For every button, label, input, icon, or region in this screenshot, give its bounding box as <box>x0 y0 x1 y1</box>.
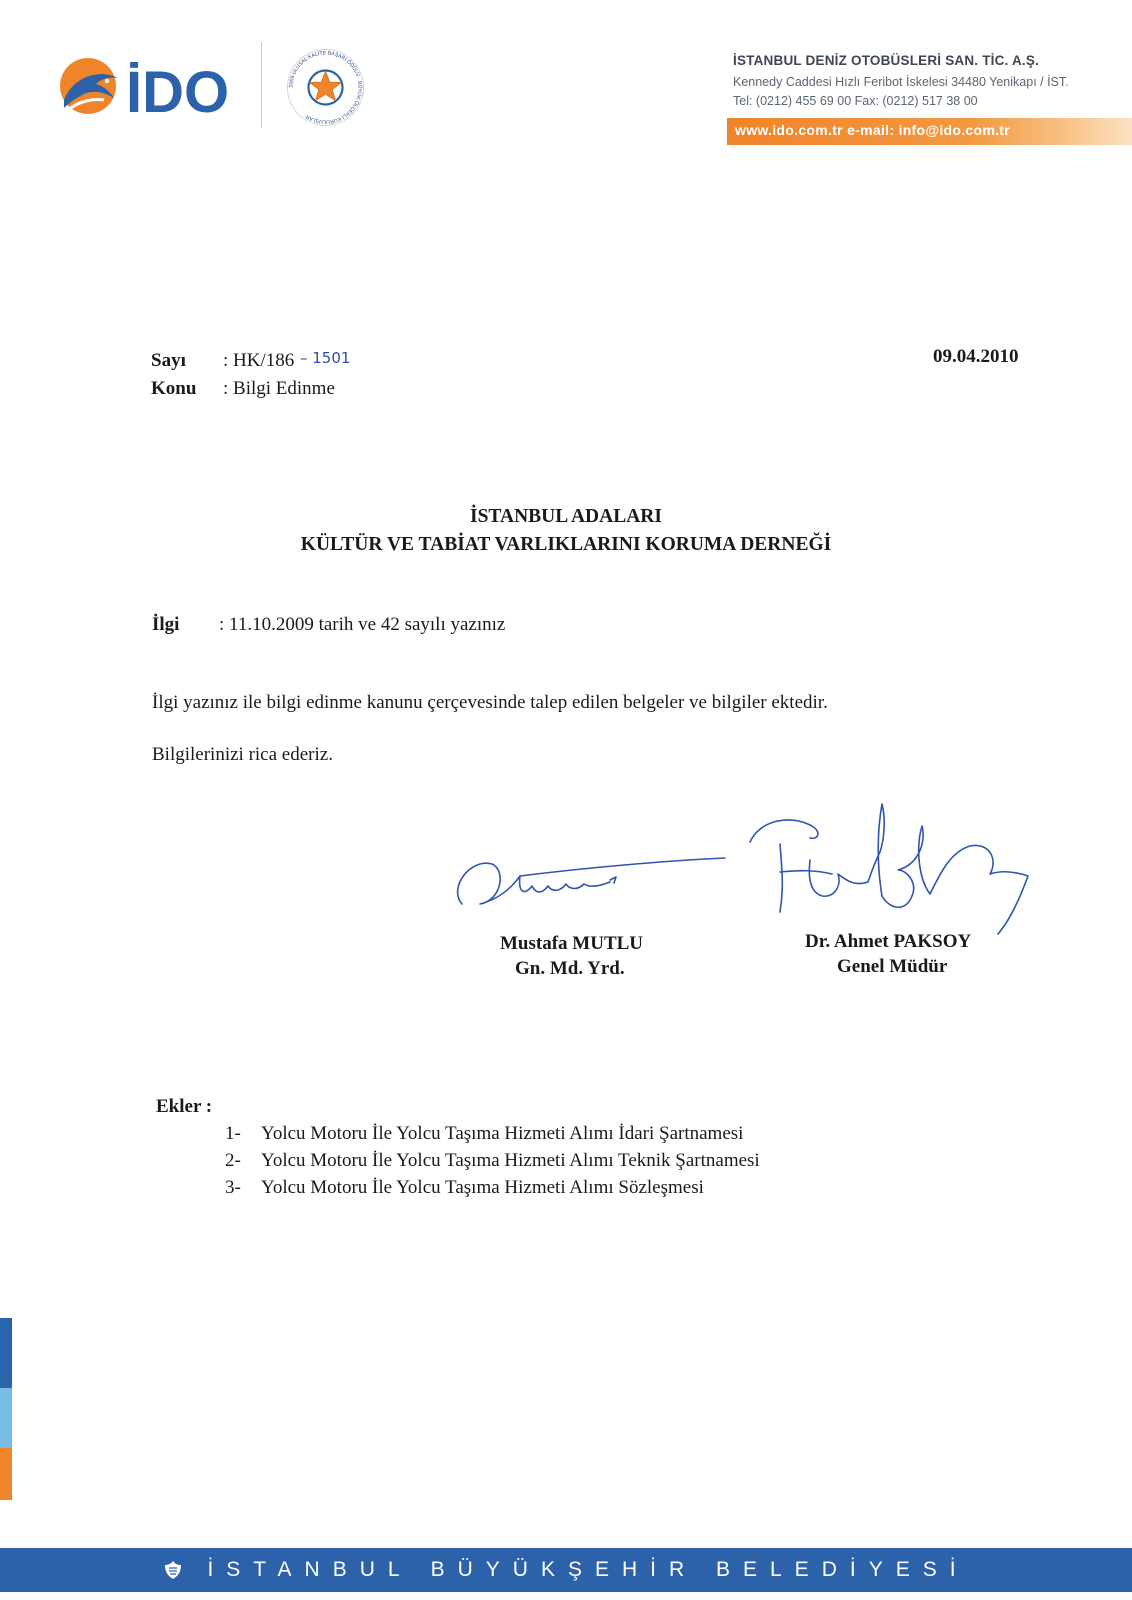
footer-text: İSTANBUL BÜYÜKŞEHİR BELEDİYESİ <box>207 1558 969 1581</box>
letter-date: 09.04.2010 <box>933 346 1019 367</box>
attachment-item <box>225 1174 760 1201</box>
side-stripe-lightblue <box>0 1388 12 1448</box>
attachments-list <box>225 1120 760 1201</box>
ref-value <box>223 350 294 372</box>
logo-text: İDO <box>126 60 230 125</box>
attachment-text: Yolcu Motoru İle Yolcu Taşıma Hizmeti Alımı Teknik Şartnamesi <box>261 1149 760 1171</box>
ilgi-value: : 11.10.2009 tarih ve 42 sayılı yazınız <box>219 614 506 635</box>
ido-logo-icon <box>58 50 233 125</box>
attachment-item <box>225 1120 760 1147</box>
web-banner <box>727 118 1132 145</box>
subject-value: : Bilgi Edinme <box>223 378 335 399</box>
attachment-number: 2- <box>225 1149 241 1171</box>
signer-1-title: Gn. Md. Yrd. <box>515 958 625 979</box>
logo-divider <box>261 42 262 128</box>
company-address: Kennedy Caddesi Hızlı Feribot İskelesi 34480 Yenikapı / İST. <box>733 75 1069 89</box>
attachment-text: Yolcu Motoru İle Yolcu Taşıma Hizmeti Alımı Sözleşmesi <box>261 1176 704 1198</box>
body-paragraph-1: İlgi yazınız ile bilgi edinme kanunu çerçevesinde talep edilen belgeler ve bilgiler ektedir. <box>152 692 828 713</box>
attachment-item <box>225 1147 760 1174</box>
company-name: İSTANBUL DENİZ OTOBÜSLERİ SAN. TİC. A.Ş. <box>733 53 1040 68</box>
svg-text:2009 ULUSAL KALİTE BAŞARI ÖDÜL: 2009 ULUSAL KALİTE BAŞARI ÖDÜLÜ · BÜYÜK ÖLÇEKLİ KURULUŞLAR <box>288 50 363 125</box>
ref-label: Sayı <box>151 350 186 371</box>
attachment-number: 1- <box>225 1122 241 1144</box>
signer-2-name: Dr. Ahmet PAKSOY <box>805 931 972 952</box>
recipient-line-1: İSTANBUL ADALARI <box>470 506 662 527</box>
ref-number: : HK/186 <box>223 350 295 371</box>
side-stripe-blue <box>0 1318 12 1388</box>
quality-award-seal-icon <box>283 45 368 130</box>
handwritten-ref-number: – 1501 <box>300 349 351 367</box>
body-paragraph-2: Bilgilerinizi rica ederiz. <box>152 744 333 765</box>
footer-band <box>0 1548 1132 1592</box>
signer-2-title: Genel Müdür <box>837 956 948 977</box>
attachments-label: Ekler : <box>156 1096 213 1117</box>
subject-label: Konu <box>151 378 197 399</box>
web-email-text[interactable]: www.ido.com.tr e-mail: info@ido.com.tr <box>735 122 1010 138</box>
attachment-number: 3- <box>225 1176 241 1198</box>
recipient-block <box>0 503 1132 559</box>
signer-1-name: Mustafa MUTLU <box>500 933 644 954</box>
municipality-emblem-icon <box>163 1560 183 1580</box>
ilgi-label: İlgi <box>152 614 180 635</box>
side-stripe-orange <box>0 1448 12 1500</box>
attachment-text: Yolcu Motoru İle Yolcu Taşıma Hizmeti Alımı İdari Şartnamesi <box>261 1122 744 1144</box>
signature-paksoy <box>750 804 1028 934</box>
recipient-line-2: KÜLTÜR VE TABİAT VARLIKLARINI KORUMA DERNEĞİ <box>300 534 832 555</box>
signature-mutlu <box>458 858 725 904</box>
company-phone: Tel: (0212) 455 69 00 Fax: (0212) 517 38 00 <box>733 94 978 108</box>
